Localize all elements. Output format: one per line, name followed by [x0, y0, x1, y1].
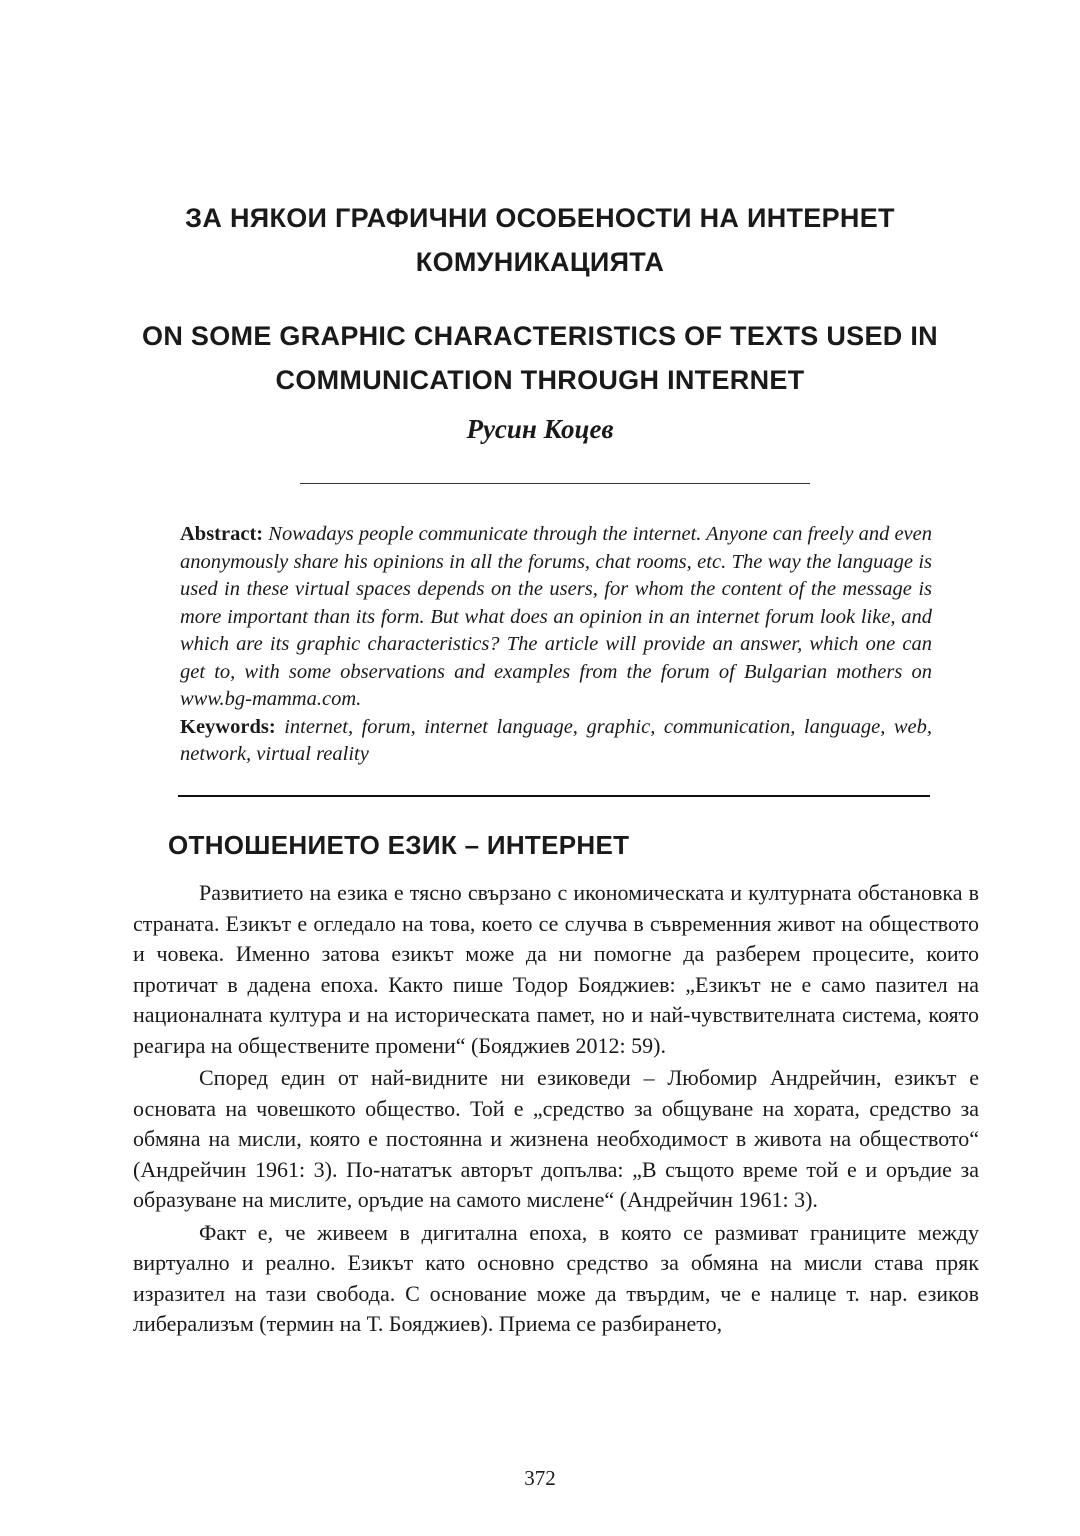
keywords-label: Keywords: [180, 715, 276, 738]
keywords-text: internet, forum, internet language, graphic, communication, language, web, network, virtual reality [180, 715, 933, 765]
section-heading: ОТНОШЕНИЕТО ЕЗИК – ИНТЕРНЕТ [168, 830, 630, 860]
author-divider [300, 483, 810, 484]
title-english: ON SOME GRAPHIC CHARACTERISTICS OF TEXTS USED IN COMMUNICATION THROUGH INTERNET [142, 321, 938, 395]
body-text [133, 878, 979, 1342]
author-name: Русин Коцев [466, 414, 614, 444]
abstract-block [180, 521, 932, 769]
abstract-text: Nowadays people communicate through the internet. Anyone can freely and even anonymously share his opinions in all the forums, chat rooms, etc. The way the language is used in these virtual spaces depends on the users, for whom the content of the message is more important than its form. But what does an opinion in an internet forum look like, and which are its graphic characteristics? The article will provide an answer, which one can get to, with some observations and examples from the forum of Bulgarian mothers on www.bg-mamma.com. [180, 523, 933, 710]
paragraph-2: Според един от най-видните ни езиковеди – Любомир Андрейчин, езикът е основата на човешкото общество. Той е „средство за общуване на хората, средство за обмяна на мисли, която е постоянна и жизнена необходимост в живота на обществото“ (Андрейчин 1961: 3). По-нататък авторът допълва: „В същото време той е и оръдие за образуване на мислите, оръдие на самото мислене“ (Андрейчин 1961: 3). [133, 1065, 979, 1212]
paragraph-3: Факт е, че живеем в дигитална епоха, в която се размиват границите между виртуално и реално. Езикът като основно средство за обмяна на мисли става пряк изразител на тази свобода. С основание може да твърдим, че е налице т. нар. езиков либерализъм (термин на Т. Бояджиев). Приема се разбирането, [133, 1219, 979, 1336]
title-bulgarian: ЗА НЯКОИ ГРАФИЧНИ ОСОБЕНОСТИ НА ИНТЕРНЕТ КОМУНИКАЦИЯТА [185, 203, 895, 277]
abstract-divider [178, 795, 930, 797]
abstract-label: Abstract: [180, 523, 264, 545]
page-number: 372 [524, 1466, 556, 1490]
paragraph-1: Развитието на езика е тясно свързано с икономическата и културната обстановка в страната. Езикът е огледало на това, което се случва в съвременния живот на обществото и човека. Именно затова езикът може да ни помогне да разберем процесите, които протичат в дадена епоха. Както пише Тодор Бояджиев: „Езикът не е само пазител на националната култура и на историческата памет, но и най-чувствителната система, която реагира на обществените промени“ (Бояджиев 2012: 59). [133, 880, 979, 1058]
